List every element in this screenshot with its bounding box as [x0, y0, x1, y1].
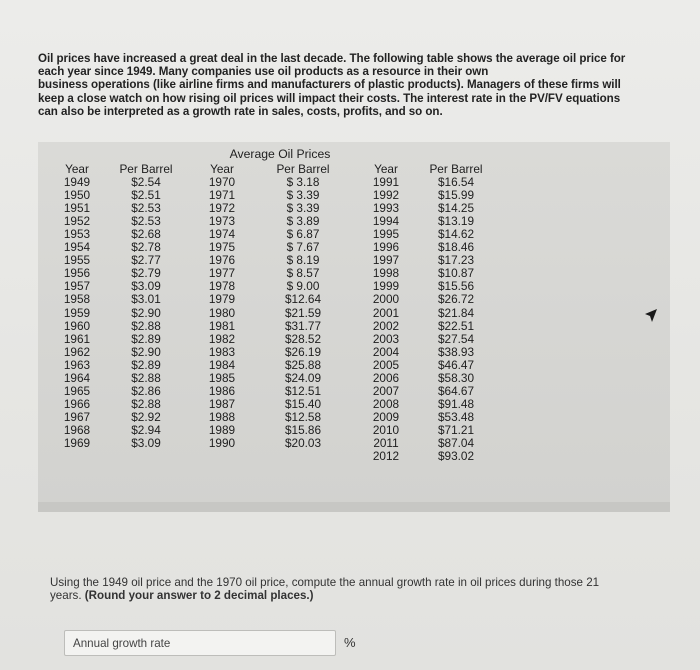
table-cell: 2011 [373, 435, 399, 450]
oil-price-table [38, 142, 670, 512]
table-cell: $2.53 [131, 214, 161, 229]
column-header-per-barrel: Per Barrel [119, 162, 173, 176]
table-cell: $2.90 [131, 305, 161, 320]
table-cell: $13.19 [437, 214, 475, 229]
table-cell: 1955 [63, 253, 91, 268]
price-column-1 [116, 163, 176, 450]
cells [422, 176, 490, 463]
table-cell: $3.09 [131, 435, 161, 450]
table-cell: $15.86 [284, 422, 322, 437]
table-cell: 1962 [63, 344, 91, 359]
table-cell: 1987 [208, 396, 236, 411]
table-cell: 1985 [208, 370, 236, 385]
table-cell: $3.01 [131, 292, 161, 307]
table-cell: 1984 [208, 357, 236, 372]
table-cell: $87.04 [437, 435, 475, 450]
intro-line: can also be interpreted as a growth rate in sales, costs, profits, and so on. [38, 104, 443, 118]
table-cell: 2002 [372, 318, 400, 333]
table-cell: 1999 [372, 279, 400, 294]
table-cell: 1964 [63, 370, 91, 385]
table-cell: 1976 [208, 253, 236, 268]
table-cell: 1989 [208, 422, 236, 437]
table-cell: 1975 [208, 240, 236, 255]
table-cell: $12.64 [284, 292, 322, 307]
table-cell: $2.54 [131, 175, 161, 190]
year-column-3 [364, 163, 408, 463]
table-cell: 1970 [208, 175, 236, 190]
table-cell: 1983 [208, 344, 236, 359]
table-cell: $15.99 [437, 188, 475, 203]
table-cell: 1952 [63, 214, 91, 229]
table-cell: $22.51 [437, 318, 475, 333]
table-cell: 1991 [372, 175, 400, 190]
table-cell: 2007 [372, 383, 400, 398]
table-cell: $ 8.57 [286, 266, 320, 281]
table-cell: $58.30 [437, 370, 475, 385]
table-cell: 1995 [372, 227, 400, 242]
cells [200, 176, 244, 450]
price-column-2 [272, 163, 334, 450]
table-cell: $ 3.39 [286, 201, 320, 216]
cells [116, 176, 176, 450]
table-cell: 1982 [208, 331, 236, 346]
column-header-per-barrel: Per Barrel [429, 162, 483, 176]
table-cell: $2.92 [131, 409, 161, 424]
mouse-pointer-icon [644, 308, 658, 324]
table-cell: 2000 [372, 292, 400, 307]
table-cell: 2003 [372, 331, 400, 346]
table-cell: $26.72 [437, 292, 475, 307]
table-cell: $20.03 [284, 435, 322, 450]
table-cell: 1956 [63, 266, 91, 281]
table-cell: $2.78 [131, 240, 161, 255]
intro-line: business operations (like airline firms and manufacturers of plastic products). Managers of these firms will [38, 78, 621, 92]
table-cell: $2.89 [131, 331, 161, 346]
table-cell: $2.68 [131, 227, 161, 242]
table-cell: $93.02 [437, 449, 475, 464]
table-cell: 2008 [372, 396, 400, 411]
table-cell: 1993 [372, 201, 400, 216]
table-cell: $2.88 [131, 318, 161, 333]
table-cell: 1978 [208, 279, 236, 294]
table-cell: $15.40 [284, 396, 322, 411]
table-cell: 2006 [372, 370, 400, 385]
table-cell: $2.77 [131, 253, 161, 268]
table-cell: 1957 [63, 279, 91, 294]
table-cell: $64.67 [437, 383, 475, 398]
table-cell: 1980 [208, 305, 236, 320]
table-cell: 1973 [208, 214, 236, 229]
table-cell: $2.53 [131, 201, 161, 216]
table-cell: 1969 [63, 435, 91, 450]
table-cell: $ 3.89 [286, 214, 320, 229]
table-cell: 1988 [208, 409, 236, 424]
table-caption: Average Oil Prices [229, 147, 331, 161]
table-cell: $ 8.19 [286, 253, 320, 268]
annual-growth-rate-input[interactable] [64, 630, 336, 656]
table-cell: 1979 [208, 292, 236, 307]
table-cell: 1990 [208, 435, 236, 450]
table-cell: $12.51 [284, 383, 322, 398]
table-cell: 1997 [372, 253, 400, 268]
column-header-year: Year [65, 162, 89, 176]
table-cell: $ 3.18 [286, 175, 320, 190]
table-cell: 1971 [208, 188, 236, 203]
table-cell: 1965 [63, 383, 91, 398]
table-cell: 1977 [208, 266, 236, 281]
table-cell: $24.09 [284, 370, 322, 385]
table-cell: $2.51 [131, 188, 161, 203]
table-cell: 1961 [63, 331, 91, 346]
table-cell: 2004 [372, 344, 400, 359]
table-cell: $2.90 [131, 344, 161, 359]
table-cell: $21.84 [437, 305, 475, 320]
table-cell: $71.21 [437, 422, 475, 437]
table-cell: 1966 [63, 396, 91, 411]
table-cell: $14.62 [437, 227, 475, 242]
table-cell: 1958 [63, 292, 91, 307]
table-cell: 1996 [372, 240, 400, 255]
table-cell: 1968 [63, 422, 91, 437]
table-cell: $10.87 [437, 266, 475, 281]
table-cell: $27.54 [437, 331, 475, 346]
question-line-2-text: years. [50, 589, 85, 603]
table-cell: $28.52 [284, 331, 322, 346]
table-cell: $2.88 [131, 396, 161, 411]
intro-line: Oil prices have increased a great deal in the last decade. The following table shows the average oil price for [38, 52, 626, 65]
table-cell: 2012 [372, 449, 400, 464]
table-cell: $ 3.39 [286, 188, 320, 203]
price-column-3 [422, 163, 490, 463]
table-cell: 1959 [63, 305, 91, 320]
table-cell: 1960 [63, 318, 91, 333]
table-cell: 1981 [208, 318, 236, 333]
table-cell: 1992 [372, 188, 400, 203]
table-cell: 1951 [63, 201, 91, 216]
table-cell: 2010 [372, 422, 400, 437]
table-cell: $31.77 [284, 318, 322, 333]
table-cell: $2.88 [131, 370, 161, 385]
cells [56, 176, 98, 450]
table-cell: $38.93 [437, 344, 475, 359]
column-header-year: Year [210, 162, 234, 176]
cells [272, 176, 334, 450]
table-cell: $18.46 [437, 240, 475, 255]
table-cell: $21.59 [284, 305, 322, 320]
table-cell: $2.79 [131, 266, 161, 281]
table-cell: 1967 [63, 409, 91, 424]
year-column-2 [200, 163, 244, 450]
table-cell: $2.94 [131, 422, 161, 437]
table-cell: $2.86 [131, 383, 161, 398]
table-bottom-border [38, 502, 670, 512]
year-column-1 [56, 163, 98, 450]
table-cell: 1963 [63, 357, 91, 372]
table-cell: $ 6.87 [286, 227, 320, 242]
table-cell: 1950 [63, 188, 91, 203]
table-cell: 2009 [372, 409, 400, 424]
table-cell: 1986 [208, 383, 236, 398]
percent-unit-label: % [344, 635, 356, 650]
intro-line: each year since 1949. Many companies use oil products as a resource in their own [38, 65, 489, 79]
table-cell: $16.54 [437, 175, 475, 190]
table-cell: $14.25 [437, 201, 475, 216]
table-cell: 2001 [372, 305, 400, 320]
table-cell: $91.48 [437, 396, 475, 411]
table-cell: $46.47 [437, 357, 475, 372]
table-cell: $15.56 [437, 279, 475, 294]
table-cell: 1974 [208, 227, 236, 242]
table-cell: 1954 [63, 240, 91, 255]
table-cell: 1998 [372, 266, 400, 281]
table-cell: $12.58 [284, 409, 322, 424]
table-cell: $2.89 [131, 357, 161, 372]
table-cell: 1994 [372, 214, 400, 229]
table-cell: 1949 [63, 175, 91, 190]
intro-paragraph [38, 52, 678, 118]
column-header-year: Year [374, 162, 398, 176]
question-line-2 [50, 589, 670, 602]
question-line-1: Using the 1949 oil price and the 1970 oil price, compute the annual growth rate in oil prices during those 21 [50, 576, 600, 589]
table-cell: 1953 [63, 227, 91, 242]
table-cell: 1972 [208, 201, 236, 216]
question-text [50, 576, 670, 603]
table-cell: $26.19 [284, 344, 322, 359]
table-cell: $3.09 [131, 279, 161, 294]
table-cell: $25.88 [284, 357, 322, 372]
cells [364, 176, 408, 463]
table-cell: $ 9.00 [286, 279, 320, 294]
rounding-instruction: (Round your answer to 2 decimal places.) [84, 589, 314, 603]
table-cell: $17.23 [437, 253, 475, 268]
table-cell: $ 7.67 [286, 240, 320, 255]
table-cell: 2005 [372, 357, 400, 372]
intro-line: keep a close watch on how rising oil prices will impact their costs. The interest rate in the PV/FV equations [38, 91, 621, 105]
column-header-per-barrel: Per Barrel [276, 162, 330, 176]
table-cell: $53.48 [437, 409, 475, 424]
